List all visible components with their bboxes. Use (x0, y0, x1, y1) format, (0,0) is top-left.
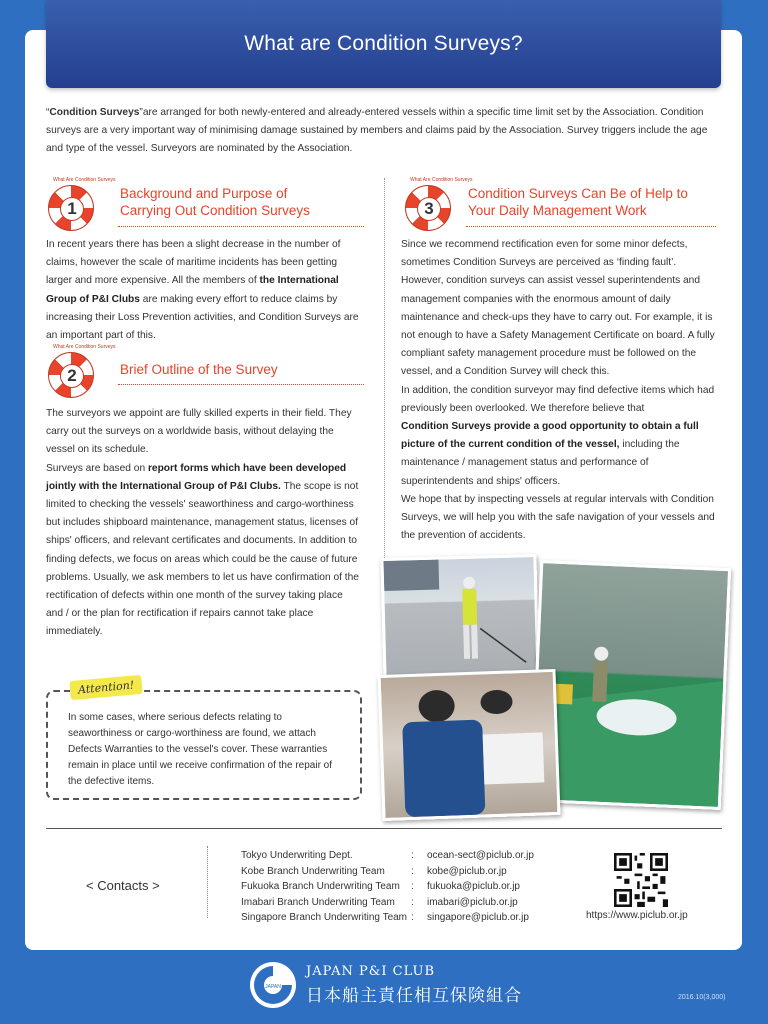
section-3-title-line1: Condition Surveys Can Be of Help to (468, 186, 688, 201)
section-3-text-4: We hope that by inspecting vessels at regular intervals with Condition Surveys, we will help you with the safe navigation of your vessels and the prevention of accidents. (401, 493, 715, 542)
section-2-text-1: The surveyors we appoint are fully skilled experts in their field. They carry out the surveys on a worldwide basis, without delaying the vessel on its schedule. (46, 408, 352, 456)
club-name (306, 964, 522, 1006)
attention-text: In some cases, where serious defects relating to seaworthiness or cargo-worthiness are found, we attach Defects Warranties to the vessel's cover. These warranties remain in place until we receive confirmation of the repair of the defective items. (68, 712, 333, 787)
section-3-bold: Condition Surveys provide a good opportunity to obtain a full picture of the current condition of the vessel, (401, 421, 699, 451)
contact-sep: : (411, 850, 414, 861)
badge-arc-text: What Are Condition Surveys (53, 177, 116, 183)
intro-paragraph: “Condition Surveys”are arranged for both newly-entered and already-entered vessels within a specific time limit set by the Association. Condition surveys are a very important way of minimising damage sustained by members and claims paid by the Association. Survey triggers include the age and type of the vessel. Surveyors are nominated by the Association. (46, 107, 708, 154)
photo-inspection-documents (378, 669, 561, 821)
section-3-header (405, 177, 688, 231)
section-2-header (48, 344, 278, 398)
section-2-text-2-start: Surveys are based on (46, 462, 148, 474)
website-url[interactable]: https://www.piclub.or.jp (586, 910, 688, 921)
contact-row (241, 864, 534, 880)
contact-email[interactable]: kobe@piclub.or.jp (427, 865, 507, 877)
section-2-title: Brief Outline of the Survey (120, 362, 278, 377)
contact-row (241, 848, 534, 864)
attention-box (46, 678, 362, 800)
section-1-text: In recent years there has been a slight decrease in the number of claims, however the scale of maritime incidents has been getting larger and more expensive. All the members of (46, 239, 341, 287)
contact-dept: Singapore Branch Underwriting Team (241, 912, 408, 923)
section-1-title-line1: Background and Purpose of (120, 186, 288, 201)
section-3-text-3 (401, 418, 717, 491)
section-2-text-2-end: The scope is not limited to checking the vessels' seaworthiness and cargo-worthiness but includes shipboard maintenance, management status, licenses of ships' officers, and relevant certificates and documents. In addition to finding defects, we focus on areas which could be the cause of future problems. Usually, we ask members to let us have confirmation of the rectification of defects within one month of the survey taking place and / or the plan for rectification if repairs cannot take place immediately. (46, 480, 359, 638)
lifebuoy-2-icon (48, 344, 116, 398)
contact-sep: : (411, 865, 414, 877)
section-3-text-3-end: including the maintenance / management status and performance of superintendents and ships' officers. (401, 439, 680, 487)
page-title: What are Condition Surveys? (244, 32, 523, 55)
anchor-emblem-icon (250, 962, 296, 1008)
section-3-text-2: In addition, the condition surveyor may find defective items which had previously been overlooked. We therefore believe that (401, 384, 715, 414)
inspector-figure-icon (381, 672, 558, 818)
print-code: 2016.10(3,000) (678, 994, 726, 1001)
section-3-body (401, 236, 717, 545)
badge-arc-text: What Are Condition Surveys (410, 177, 473, 183)
section-1-header (48, 177, 310, 231)
section-3-underline (466, 226, 716, 227)
contact-dept: Kobe Branch Underwriting Team (241, 865, 385, 877)
section-1-underline (118, 226, 364, 227)
footer-divider (46, 828, 722, 829)
photo-ship-hold-water (530, 560, 731, 810)
title-banner (46, 0, 721, 88)
logo-mark-text: JAPAN (265, 984, 281, 990)
section-1-number: 1 (60, 197, 84, 221)
section-1-text-end: are making every effort to reduce claims by increasing their Loss Prevention activities, and Condition Surveys are an important part of this. (46, 293, 359, 342)
section-3-number: 3 (417, 197, 441, 221)
photo-surveyor-on-deck (380, 554, 539, 684)
section-3-text-1: Since we recommend rectification even for some minor defects, sometimes Condition Surveys are perceived as ‘finding fault’. However, condition surveys can assist vessel superintendents and management companies with the enormous amount of daily maintenance and check-ups they have to carry out. For example, it is not enough to have a Safety Management Certificate on board. A fully compliant safety management procedure must be followed on the vessel, and a Condition Survey will check this. (401, 239, 715, 378)
contact-email[interactable]: imabari@piclub.or.jp (427, 896, 518, 908)
surveyor-figure-icon (383, 557, 536, 681)
contact-dept: Imabari Branch Underwriting Team (241, 896, 395, 908)
contact-email[interactable]: singapore@piclub.or.jp (427, 912, 529, 923)
intro-term: Condition Surveys (49, 107, 140, 118)
contact-row (241, 895, 534, 911)
section-3-title (468, 185, 688, 219)
contact-email[interactable]: ocean-sect@piclub.or.jp (427, 850, 534, 861)
section-1-body (46, 236, 362, 345)
section-3-title-line2: Your Daily Management Work (468, 203, 647, 218)
lifebuoy-3-icon (405, 177, 473, 231)
club-logo (250, 962, 522, 1008)
club-logo-mark-icon (250, 962, 296, 1008)
badge-arc-text: What Are Condition Surveys (53, 344, 116, 350)
section-2-bold: report forms which have been developed jointly with the International Group of P&I Clubs. (46, 462, 347, 492)
qr-code-icon[interactable] (614, 853, 668, 907)
contacts-table (241, 848, 534, 926)
section-1-title-line2: Carrying Out Condition Surveys (120, 203, 310, 218)
section-2-body (46, 405, 362, 642)
club-name-jp: 日本船主責任相互保険組合 (306, 986, 522, 1006)
contacts-label: < Contacts > (86, 878, 160, 893)
ship-deck-icon (533, 563, 728, 807)
contact-sep: : (411, 912, 414, 923)
contact-sep: : (411, 896, 414, 908)
contact-row (241, 910, 534, 926)
contact-row (241, 879, 534, 895)
attention-tag: Attention! (69, 675, 143, 700)
contact-dept: Tokyo Underwriting Dept. (241, 850, 353, 861)
lifebuoy-1-icon (48, 177, 116, 231)
contact-email[interactable]: fukuoka@piclub.or.jp (427, 881, 520, 892)
section-2-number: 2 (60, 364, 84, 388)
column-divider (384, 178, 385, 558)
intro-text: are arranged for both newly-entered and already-entered vessels within a specific time limit set by the Association. Condition surveys are a very important way of minimising damage sustained by members and claims paid by the Association. Survey triggers include the age and type of the vessel. Surveyors are nominated by the Association. (46, 107, 708, 154)
contact-dept: Fukuoka Branch Underwriting Team (241, 881, 400, 892)
section-2-text-2 (46, 460, 362, 642)
contacts-divider (207, 846, 208, 918)
contact-sep: : (411, 881, 414, 892)
section-2-underline (118, 384, 364, 385)
club-name-en: JAPAN P&I CLUB (306, 964, 436, 979)
section-1-bold: the International Group of P&I Clubs (46, 275, 339, 305)
section-1-title (120, 185, 310, 219)
